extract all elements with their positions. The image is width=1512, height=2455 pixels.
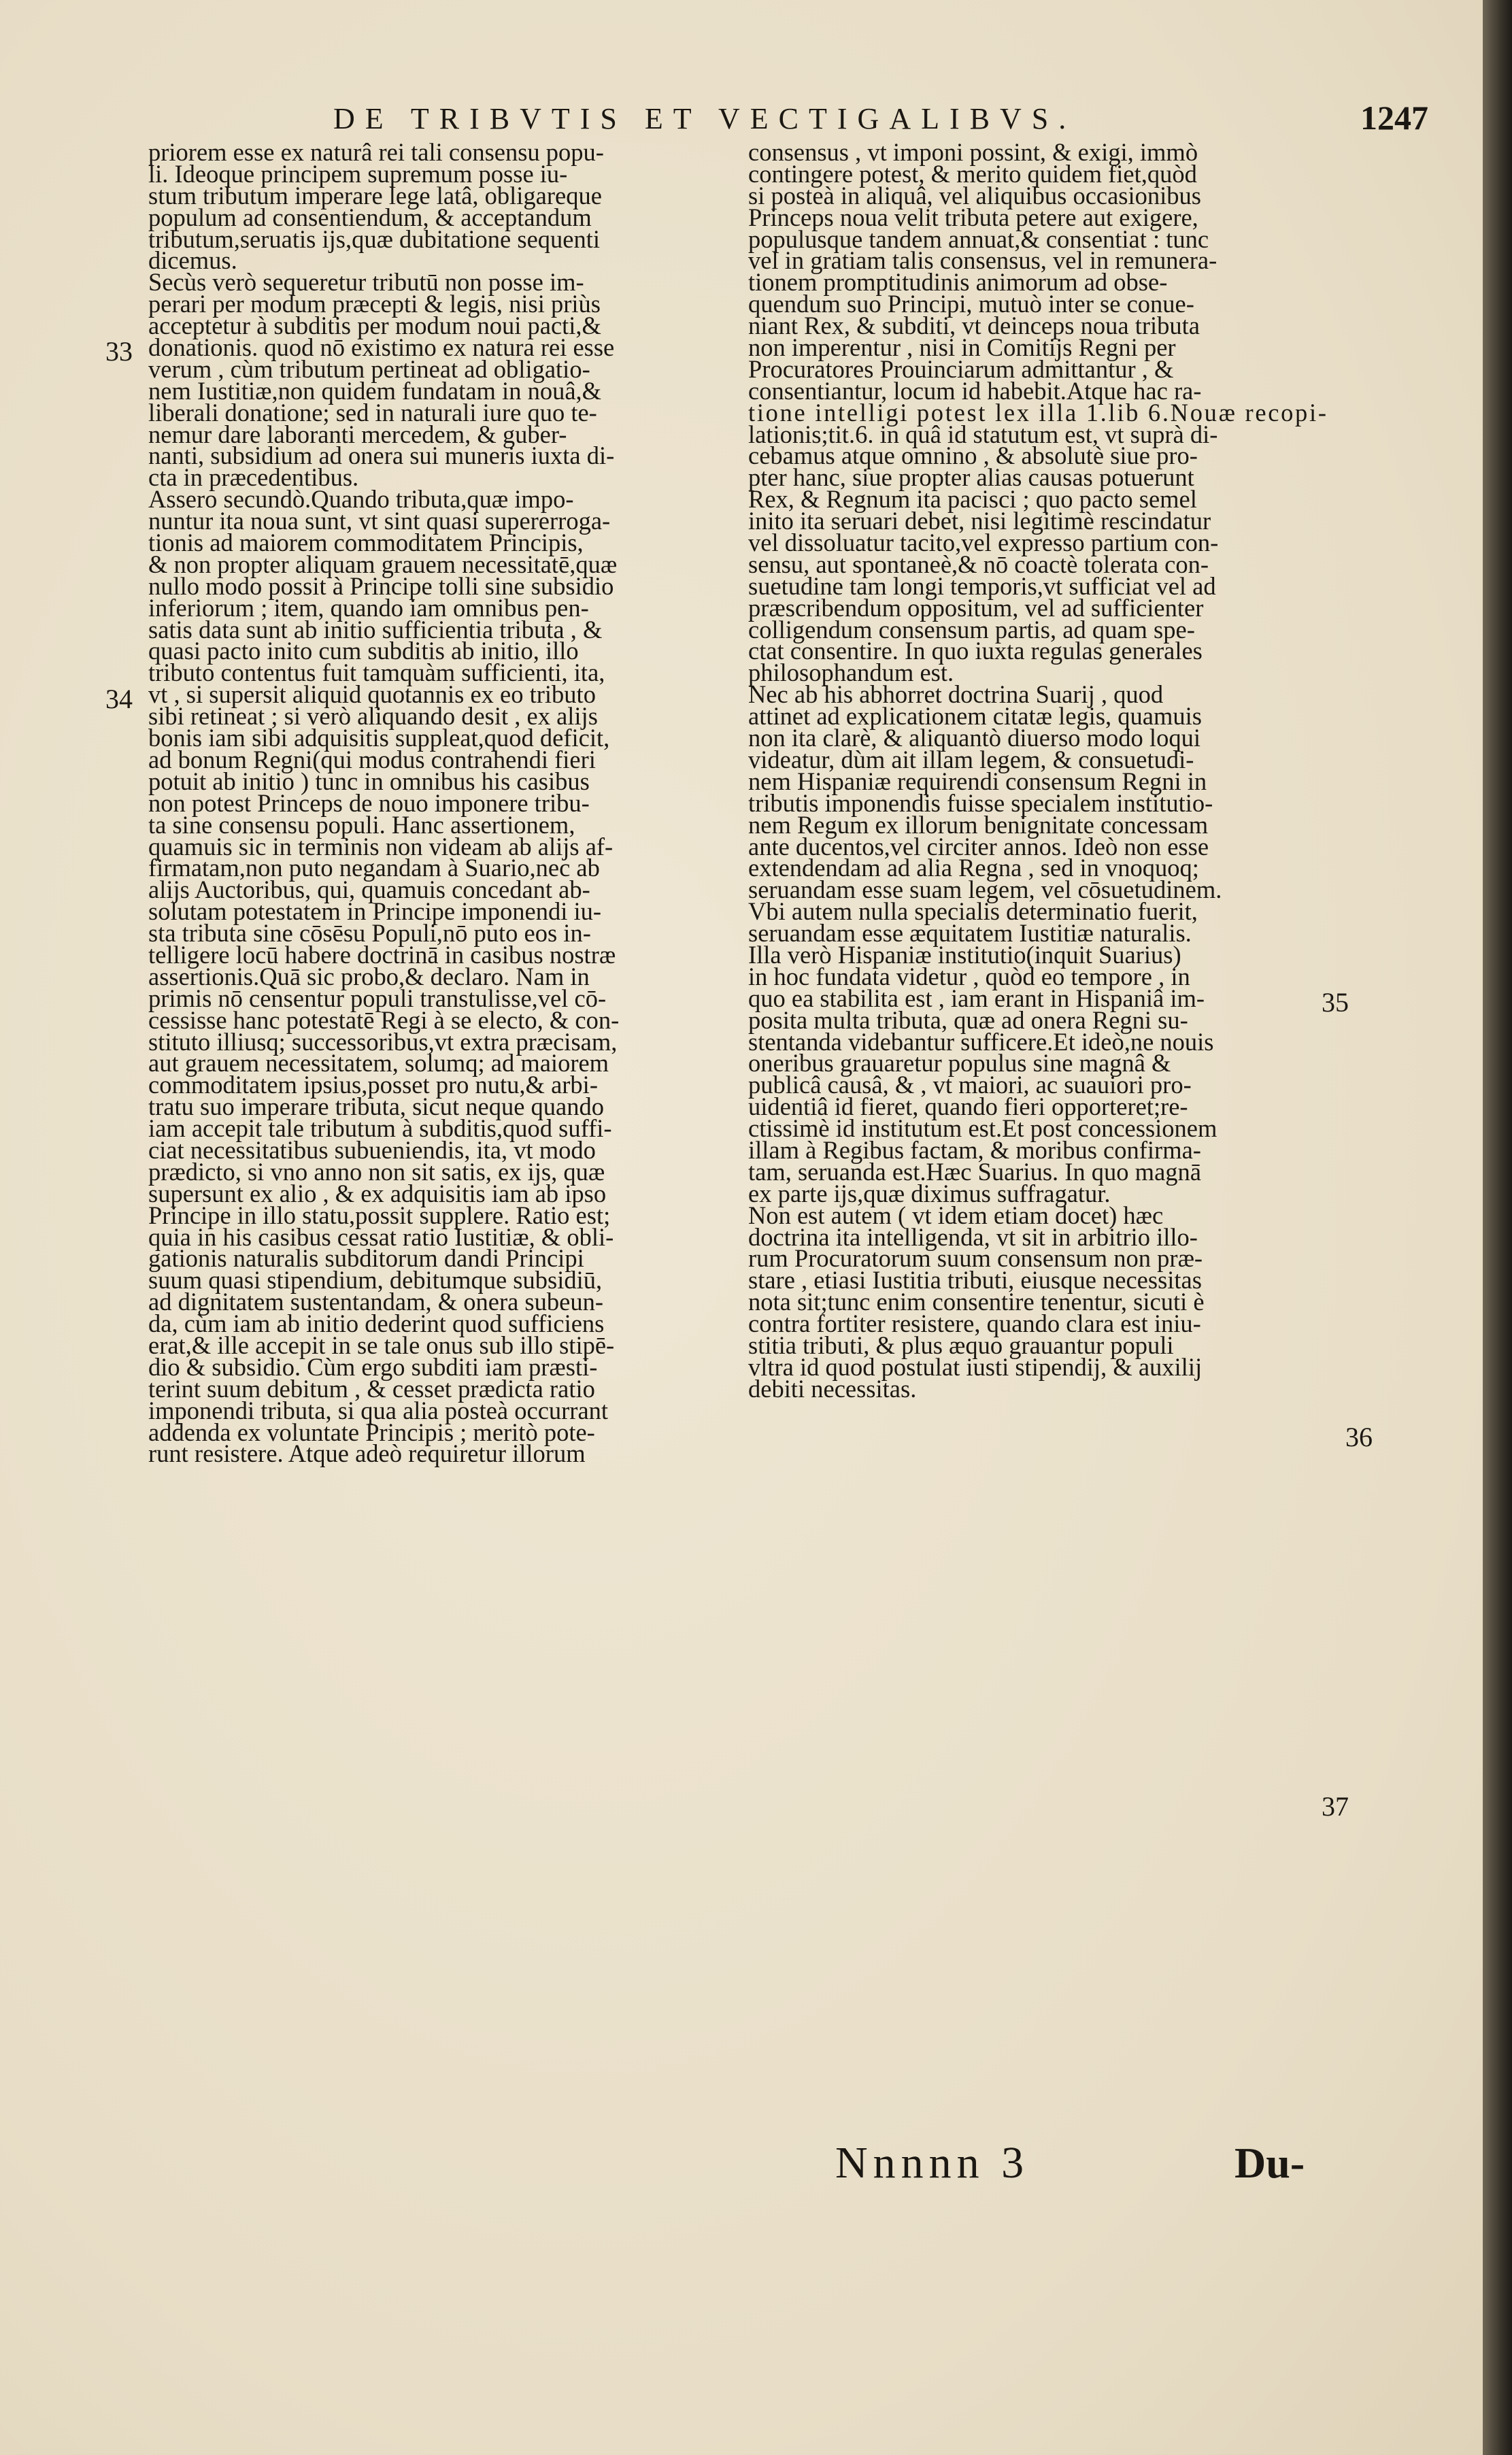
text-line: dicemus. bbox=[148, 246, 237, 275]
text-line: liberali donatione; sed in naturali iure quo te- bbox=[148, 398, 597, 427]
text-line: addenda ex voluntate Principis ; meritò pote- bbox=[148, 1418, 595, 1446]
text-line: quasi pacto inito cum subditis ab initio, illo bbox=[148, 637, 579, 665]
text-line: tione intelligi potest lex illa 1.lib 6.Nouæ recopi- bbox=[748, 398, 1328, 427]
text-line: telligere locū habere doctrinā in casibus nostræ bbox=[148, 940, 616, 969]
text-line: nem Hispaniæ requirendi consensum Regni in bbox=[748, 767, 1207, 795]
text-line: nuntur ita noua sunt, vt sint quasi supererroga- bbox=[148, 507, 611, 535]
text-line: commoditatem ipsius,posset pro nutu,& arbi- bbox=[148, 1071, 598, 1099]
text-line: Illa verò Hispaniæ institutio(inquit Suarius) bbox=[748, 940, 1181, 969]
text-line: quia in his casibus cessat ratio Iustitiæ, & obli- bbox=[148, 1222, 614, 1251]
left-column bbox=[148, 138, 730, 1468]
running-header bbox=[333, 99, 1320, 139]
text-line: oneribus grauaretur populus sine magnâ & bbox=[748, 1049, 1171, 1078]
text-line: erat,& ille accepit in se tale onus sub illo stipē- bbox=[148, 1331, 615, 1359]
text-line: tionis ad maiorem commoditatem Principis, bbox=[148, 529, 584, 557]
text-line: vel in gratiam talis consensus, vel in remunera- bbox=[748, 246, 1217, 275]
text-line: doctrina ita intelligenda, vt sit in arbitrio illo- bbox=[748, 1222, 1198, 1251]
text-line: assertionis.Quā sic probo,& declaro. Nam in bbox=[148, 962, 590, 990]
text-line: dio & subsidio. Cùm ergo subditi iam præsti- bbox=[148, 1352, 598, 1381]
text-line: tam, seruanda est.Hæc Suarius. In quo magnā bbox=[748, 1157, 1201, 1186]
text-line: vt , si supersit aliquid quotannis ex eo tributo bbox=[148, 680, 596, 709]
text-line: nullo modo possit à Principe tolli sine subsidio bbox=[148, 571, 614, 600]
text-line: quamuis sic in terminis non videam ab alijs af- bbox=[148, 832, 614, 861]
text-line: vel dissoluatur tacito,vel expresso partium con- bbox=[748, 529, 1219, 557]
text-line: sta tributa sine cōsēsu Populi,nō puto eos in- bbox=[148, 919, 591, 948]
text-line: sensu, aut spontaneè,& nō coactè tolerata con- bbox=[748, 550, 1209, 578]
text-line: non potest Princeps de nouo imponere tribu- bbox=[148, 788, 590, 817]
text-line: nemur dare laboranti mercedem, & guber- bbox=[148, 420, 567, 448]
text-line: ciat necessitatibus subueniendis, ita, vt modo bbox=[148, 1135, 596, 1164]
text-line: & non propter aliquam grauem necessitatē,quæ bbox=[148, 550, 618, 578]
text-line: primis nō censentur populi transtulisse,vel cō- bbox=[148, 984, 607, 1012]
book-binding-edge bbox=[1483, 0, 1512, 2455]
margin-number-35: 35 bbox=[1322, 987, 1349, 1018]
text-line: acceptetur à subditis per modum noui pacti,& bbox=[148, 312, 601, 340]
text-line: videatur, dùm ait illam legem, & consuetudi- bbox=[748, 745, 1194, 773]
text-line: lationis;tit.6. in quâ id statutum est, vt suprà di- bbox=[748, 420, 1218, 448]
text-line: satis data sunt ab initio sufficientia tributa , & bbox=[148, 615, 603, 644]
text-line: publicâ causâ, & , vt maiori, ac suauiori pro- bbox=[748, 1071, 1192, 1099]
text-line: Rex, & Regnum ita pacisci ; quo pacto semel bbox=[748, 485, 1197, 514]
page-number: 1247 bbox=[1360, 99, 1428, 137]
text-line: tributo contentus fuit tamquàm sufficienti, ita, bbox=[148, 658, 605, 687]
text-line: seruandam esse suam legem, vel cōsuetudinem. bbox=[748, 875, 1222, 904]
text-line: suetudine tam longi temporis,vt sufficiat vel ad bbox=[748, 571, 1216, 600]
text-line: præscribendum oppositum, vel ad sufficienter bbox=[748, 593, 1204, 622]
text-line: tributum,seruatis ijs,quæ dubitatione sequenti bbox=[148, 224, 601, 253]
text-line: Princeps noua velit tributa petere aut exigere, bbox=[748, 203, 1198, 231]
text-line: stum tributum imperare lege latâ, obligareque bbox=[148, 181, 602, 210]
text-line: uidentiâ id fieret, quando fieri opporteret;re- bbox=[748, 1092, 1188, 1121]
text-line: runt resistere. Atque adeò requiretur illorum bbox=[148, 1439, 586, 1468]
text-line: debiti necessitas. bbox=[748, 1374, 917, 1403]
text-line: consentiantur, locum id habebit.Atque hac ra- bbox=[748, 376, 1202, 405]
text-line: iam accepit tale tributum à subditis,quod suffi- bbox=[148, 1114, 612, 1143]
text-line: solutam potestatem in Principe imponendi iu- bbox=[148, 897, 602, 926]
text-line: pter hanc, siue propter alias causas potuerunt bbox=[748, 463, 1194, 492]
text-line: prædicto, si vno anno non sit satis, ex ijs, quæ bbox=[148, 1157, 605, 1186]
text-line: Nec ab his abhorret doctrina Suarij , quod bbox=[748, 680, 1164, 709]
text-line: perari per modum præcepti & legis, nisi priùs bbox=[148, 290, 601, 318]
text-line: terint suum debitum , & cesset prædicta ratio bbox=[148, 1374, 595, 1403]
text-line: ad dignitatem sustentandam, & onera subeun- bbox=[148, 1288, 603, 1316]
text-line: ex parte ijs,quæ diximus suffragatur. bbox=[748, 1179, 1111, 1207]
text-line: li. Ideoque principem supremum posse iu- bbox=[148, 159, 568, 188]
text-line: nanti, subsidium ad onera sui muneris iuxta di- bbox=[148, 441, 615, 470]
text-line: posita multa tributa, quæ ad onera Regni su- bbox=[748, 1005, 1188, 1034]
margin-number-33: 33 bbox=[105, 336, 133, 367]
text-line: nem Iustitiæ,non quidem fundatam in nouâ,& bbox=[148, 376, 602, 405]
text-line: imponendi tributa, si qua alia posteà occurrant bbox=[148, 1396, 609, 1424]
text-line: cebamus atque omnino , & absolutè siue pro- bbox=[748, 441, 1198, 470]
text-line: populusque tandem annuat,& consentiat : tunc bbox=[748, 224, 1209, 253]
text-line: quendum suo Principi, mutuò inter se conue- bbox=[748, 290, 1194, 318]
text-line: Procuratores Prouinciarum admittantur , & bbox=[748, 354, 1174, 383]
text-line: tratu suo imperare tributa, sicut neque quando bbox=[148, 1092, 604, 1121]
text-line: da, cùm iam ab initio dederint quod sufficiens bbox=[148, 1309, 605, 1338]
text-line: colligendum consensum partis, ad quam spe- bbox=[748, 615, 1195, 644]
text-line: niant Rex, & subditi, vt deinceps noua tributa bbox=[748, 312, 1200, 340]
text-line: Vbi autem nulla specialis determinatio fuerit, bbox=[748, 897, 1198, 926]
text-line: seruandam esse æquitatem Iustitiæ naturalis. bbox=[748, 919, 1192, 948]
text-line: in hoc fundata videtur , quòd eo tempore , in bbox=[748, 962, 1190, 990]
text-line: si posteà in aliquâ, vel aliquibus occasionibus bbox=[748, 181, 1202, 210]
text-line: verum , cùm tributum pertineat ad obligatio- bbox=[148, 354, 590, 383]
text-line: non ita clarè, & aliquantò diuerso modo loqui bbox=[748, 724, 1200, 752]
text-line: donationis. quod nō existimo ex natura rei esse bbox=[148, 333, 615, 362]
text-line: priorem esse ex naturâ rei tali consensu popu- bbox=[148, 138, 604, 166]
text-line: ta sine consensu populi. Hanc assertionem, bbox=[148, 810, 575, 839]
margin-number-34: 34 bbox=[105, 684, 133, 714]
text-line: tributis imponendis fuisse specialem institutio- bbox=[748, 788, 1213, 817]
text-line: nota sit;tunc enim consentire tenentur, sicuti è bbox=[748, 1288, 1205, 1316]
header-title: DE TRIBVTIS ET VECTIGALIBVS. bbox=[333, 102, 1077, 135]
text-line: supersunt ex alio , & ex adquisitis iam ab ipso bbox=[148, 1179, 607, 1207]
text-line: rum Procuratorum suum consensum non præ- bbox=[748, 1244, 1203, 1273]
catchword: Du- bbox=[1234, 2139, 1305, 2187]
text-line: ctat consentire. In quo iuxta regulas generales bbox=[748, 637, 1203, 665]
text-line: sibi retineat ; si verò aliquando desit , ex alijs bbox=[148, 702, 598, 731]
text-line: potuit ab initio ) tunc in omnibus his casibus bbox=[148, 767, 590, 795]
text-line: contingere potest, & merito quidem fiet,quòd bbox=[748, 159, 1197, 188]
text-line: cta in præcedentibus. bbox=[148, 463, 359, 492]
text-line: philosophandum est. bbox=[748, 658, 954, 687]
text-line: inito ita seruari debet, nisi legitimè rescindatur bbox=[748, 507, 1211, 535]
text-line: quo ea stabilita est , iam erant in Hispaniâ im- bbox=[748, 984, 1205, 1012]
text-line: Secùs verò sequeretur tributū non posse im- bbox=[148, 268, 584, 297]
text-line: stituto illiusq; successoribus,vt extra præcisam, bbox=[148, 1027, 618, 1056]
text-line: tionem promptitudinis animorum ad obse- bbox=[748, 268, 1168, 297]
text-line: attinet ad explicationem citatæ legis, quamuis bbox=[748, 702, 1202, 731]
text-line: bonis iam sibi adquisitis suppleat,quod deficit, bbox=[148, 724, 610, 752]
text-line: suum quasi stipendium, debitumque subsidiū, bbox=[148, 1266, 603, 1295]
signature-mark: Nnnnn 3 bbox=[835, 2138, 1030, 2188]
text-line: illam à Regibus factam, & moribus confirma- bbox=[748, 1135, 1201, 1164]
text-line: non imperentur , nisi in Comitijs Regni per bbox=[748, 333, 1176, 362]
text-line: ante ducentos,vel circiter annos. Ideò non esse bbox=[748, 832, 1209, 861]
text-line: Assero secundò.Quando tributa,quæ impo- bbox=[148, 485, 574, 514]
text-line: nem Regum ex illorum benignitate concessam bbox=[748, 810, 1209, 839]
text-line: firmatam,non puto negandam à Suario,nec ab bbox=[148, 854, 600, 882]
text-line: ctissimè id institutum est.Et post concessionem bbox=[748, 1114, 1217, 1143]
right-column bbox=[748, 138, 1328, 1403]
text-line: stentanda videbantur sufficere.Et ideò,ne nouis bbox=[748, 1027, 1214, 1056]
text-line: populum ad consentiendum, & acceptandum bbox=[148, 203, 592, 231]
margin-number-36: 36 bbox=[1345, 1422, 1373, 1452]
text-line: alijs Auctoribus, qui, quamuis concedant ab- bbox=[148, 875, 590, 904]
text-line: extendendam ad alia Regna , sed in vnoquoq; bbox=[748, 854, 1199, 882]
text-line: cessisse hanc potestatē Regi à se electo, & con- bbox=[148, 1005, 620, 1034]
text-line: stare , etiasi Iustitia tributi, eiusque necessitas bbox=[748, 1266, 1202, 1295]
text-line: Non est autem ( vt idem etiam docet) hæc bbox=[748, 1201, 1164, 1229]
text-line: stitia tributi, & plus æquo grauantur populi bbox=[748, 1331, 1174, 1359]
text-line: gationis naturalis subditorum dandi Principi bbox=[148, 1244, 584, 1273]
margin-number-37: 37 bbox=[1322, 1791, 1349, 1822]
text-line: contra fortiter resistere, quando clara est iniu- bbox=[748, 1309, 1201, 1338]
text-line: consensus , vt imponi possint, & exigi, immò bbox=[748, 138, 1198, 166]
text-line: Principe in illo statu,possit supplere. Ratio est; bbox=[148, 1201, 611, 1229]
text-line: vltra id quod postulat iusti stipendij, & auxilij bbox=[748, 1352, 1203, 1381]
text-line: inferiorum ; item, quando iam omnibus pen- bbox=[148, 593, 589, 622]
text-line: aut grauem necessitatem, solumq; ad maiorem bbox=[148, 1049, 609, 1078]
text-line: ad bonum Regni(qui modus contrahendi fieri bbox=[148, 745, 596, 773]
